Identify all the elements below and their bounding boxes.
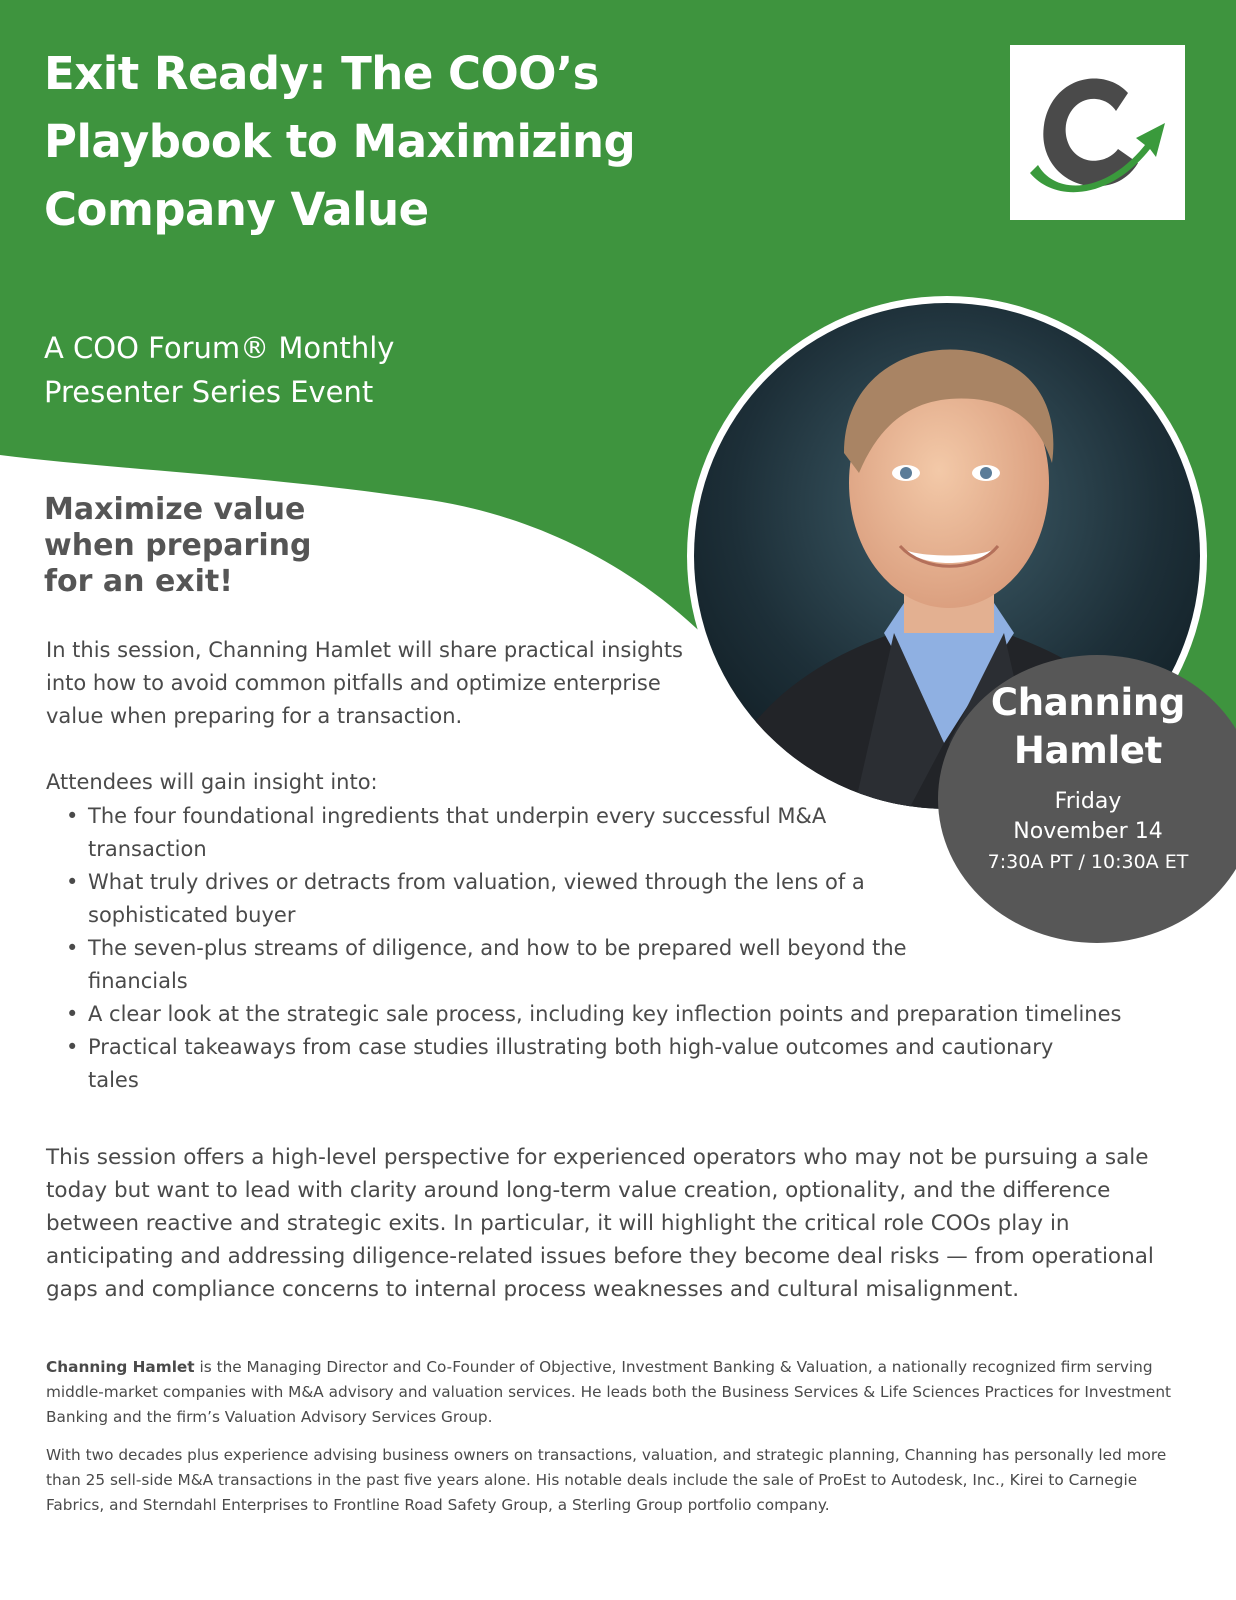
list-item xyxy=(66,800,898,866)
bullet-icon: • xyxy=(66,1035,79,1059)
speaker-name xyxy=(938,679,1236,775)
tagline-line: for an exit! xyxy=(44,564,233,599)
tagline-line: when preparing xyxy=(44,528,312,563)
title-line: Playbook to Maximizing xyxy=(44,115,636,168)
list-item-text: A clear look at the strategic sale process, including key inflection points and preparation timelines xyxy=(88,1002,1122,1026)
speaker-last-name: Hamlet xyxy=(1013,729,1163,772)
event-date: November 14 xyxy=(1013,819,1163,844)
session-intro: In this session, Channing Hamlet will share practical insights into how to avoid common pitfalls and optimize enterprise value when preparing for a transaction. xyxy=(46,638,683,728)
list-item-text: The four foundational ingredients that underpin every successful M&A transaction xyxy=(88,804,827,861)
list-item xyxy=(66,932,988,998)
bullet-icon: • xyxy=(66,870,79,894)
session-summary: This session offers a high-level perspective for experienced operators who may not be pursuing a sale today but want to lead with clarity around long-term value creation, optionality, and the difference between reactive and strategic exits. In particular, it will highlight the critical role COOs play in anticipating and addressing diligence-related issues before they become deal risks — from operational gaps and compliance concerns to internal process weaknesses and cultural misalignment. xyxy=(46,1145,1154,1302)
list-item-text: Practical takeaways from case studies illustrating both high-value outcomes and cautionary tales xyxy=(88,1035,1054,1092)
event-day: Friday xyxy=(1054,789,1122,814)
list-item-text: The seven-plus streams of diligence, and how to be prepared well beyond the financials xyxy=(88,936,907,993)
attendees-label: Attendees will gain insight into: xyxy=(46,770,378,794)
list-item xyxy=(66,1031,1088,1097)
tagline-line: Maximize value xyxy=(44,492,306,527)
speaker-first-name: Channing xyxy=(990,681,1186,724)
title-line: Exit Ready: The COO’s xyxy=(44,47,599,100)
speaker-date-badge xyxy=(938,655,1236,943)
list-item xyxy=(66,866,938,932)
bullet-icon: • xyxy=(66,936,79,960)
subtitle-line: A COO Forum® Monthly xyxy=(44,331,395,365)
event-subtitle xyxy=(44,326,464,414)
c-arrow-logo-icon xyxy=(1010,45,1185,220)
bullet-icon: • xyxy=(66,1002,79,1026)
list-item-text: What truly drives or detracts from valuation, viewed through the lens of a sophisticated buyer xyxy=(88,870,865,927)
tagline xyxy=(44,492,374,600)
company-logo xyxy=(1010,45,1185,220)
event-title xyxy=(44,40,804,244)
speaker-bio xyxy=(46,1355,1196,1430)
title-line: Company Value xyxy=(44,183,429,236)
speaker-experience: With two decades plus experience advising business owners on transactions, valuation, and strategic planning, Channing has personally led more than 25 sell-side M&A transactions in the past five years alone. His notable deals include the sale of ProEst to Autodesk, Inc., Kirei to Carnegie Fabrics, and Sterndahl Enterprises to Frontline Road Safety Group, a Sterling Group portfolio company. xyxy=(46,1446,1167,1514)
list-item xyxy=(66,998,1178,1031)
event-time: 7:30A PT / 10:30A ET xyxy=(987,851,1189,873)
bullet-icon: • xyxy=(66,804,79,828)
subtitle-line: Presenter Series Event xyxy=(44,375,374,409)
bio-text: is the Managing Director and Co-Founder of Objective, Investment Banking & Valuation, a nationally recognized firm serving middle-market companies with M&A advisory and valuation services. He leads both the Business Services & Life Sciences Practices for Investment Banking and the firm’s Valuation Advisory Services Group. xyxy=(46,1358,1172,1426)
bio-name: Channing Hamlet xyxy=(46,1358,195,1376)
